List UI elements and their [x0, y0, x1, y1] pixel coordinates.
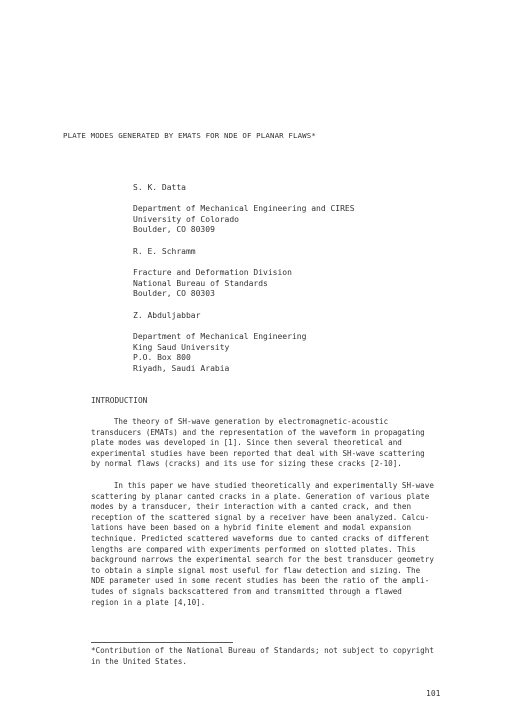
- text-line: In this paper we have studied theoretically and experimentally SH-wave: [91, 481, 434, 490]
- affiliation-line: Boulder, CO 80303: [133, 289, 215, 299]
- text-line: background narrows the experimental search for the best transducer geometry: [91, 555, 434, 565]
- text-line: lations have been based on a hybrid finite element and modal expansion: [91, 523, 412, 533]
- affiliation-line: University of Colorado: [133, 214, 239, 224]
- author-affiliation: [133, 332, 473, 374]
- affiliation-line: Boulder, CO 80309: [133, 225, 215, 235]
- affiliation-line: National Bureau of Standards: [133, 278, 268, 288]
- paper-title: PLATE MODES GENERATED BY EMATS FOR NDE OF PLANAR FLAWS*: [63, 131, 316, 140]
- text-line: The theory of SH-wave generation by electromagnetic-acoustic: [91, 417, 389, 426]
- page-number: 101: [426, 689, 441, 698]
- affiliation-line: Riyadh, Saudi Arabia: [133, 363, 230, 373]
- footnote-line: *Contribution of the National Bureau of Standards; not subject to copyright: [91, 646, 434, 655]
- author-name: [133, 247, 473, 258]
- text-line: by normal flaws (cracks) and its use for sizing these cracks [2-10].: [91, 459, 402, 469]
- footnote: [91, 646, 461, 667]
- author-2-name: R. E. Schramm: [133, 247, 196, 256]
- text-line: to obtain a simple signal most useful for flaw detection and sizing. The: [91, 565, 421, 575]
- intro-paragraph-2: [91, 481, 461, 608]
- intro-paragraph-1: [91, 417, 461, 470]
- text-line: scattering by planar canted cracks in a plate. Generation of various plate: [91, 491, 430, 501]
- affiliation-line: Department of Mechanical Engineering: [133, 332, 307, 341]
- text-line: lengths are compared with experiments performed on slotted plates. This: [91, 544, 416, 554]
- text-line: transducers (EMATs) and the representation of the waveform in propagating: [91, 427, 425, 437]
- text-line: technique. Predicted scattered waveforms due to canted cracks of different: [91, 533, 430, 543]
- text-line: modes by a transducer, their interaction with a canted crack, and then: [91, 502, 412, 512]
- author-name: [133, 311, 473, 322]
- affiliation-line: Department of Mechanical Engineering and CIRES: [133, 204, 355, 213]
- section-heading: INTRODUCTION: [91, 396, 148, 405]
- author-1-name: S. K. Datta: [133, 183, 186, 192]
- text-line: plate modes was developed in [1]. Since then several theoretical and: [91, 438, 402, 448]
- text-line: NDE parameter used in some recent studies has been the ratio of the ampli-: [91, 576, 430, 586]
- affiliation-line: P.O. Box 800: [133, 353, 191, 363]
- author-affiliation: [133, 268, 473, 300]
- author-3-name: Z. Abduljabbar: [133, 311, 201, 320]
- text-line: reception of the scattered signal by a receiver have been analyzed. Calcu-: [91, 512, 430, 522]
- footnote-line: in the United States.: [91, 656, 188, 666]
- text-line: region in a plate [4,10].: [91, 597, 206, 607]
- affiliation-line: Fracture and Deformation Division: [133, 268, 292, 277]
- affiliation-line: King Saud University: [133, 342, 230, 352]
- author-affiliation: [133, 204, 473, 236]
- author-name: [133, 183, 473, 194]
- footnote-divider: [91, 642, 233, 643]
- text-line: tudes of signals backscattered from and transmitted through a flawed: [91, 586, 402, 596]
- text-line: experimental studies have been reported that deal with SH-wave scattering: [91, 448, 425, 458]
